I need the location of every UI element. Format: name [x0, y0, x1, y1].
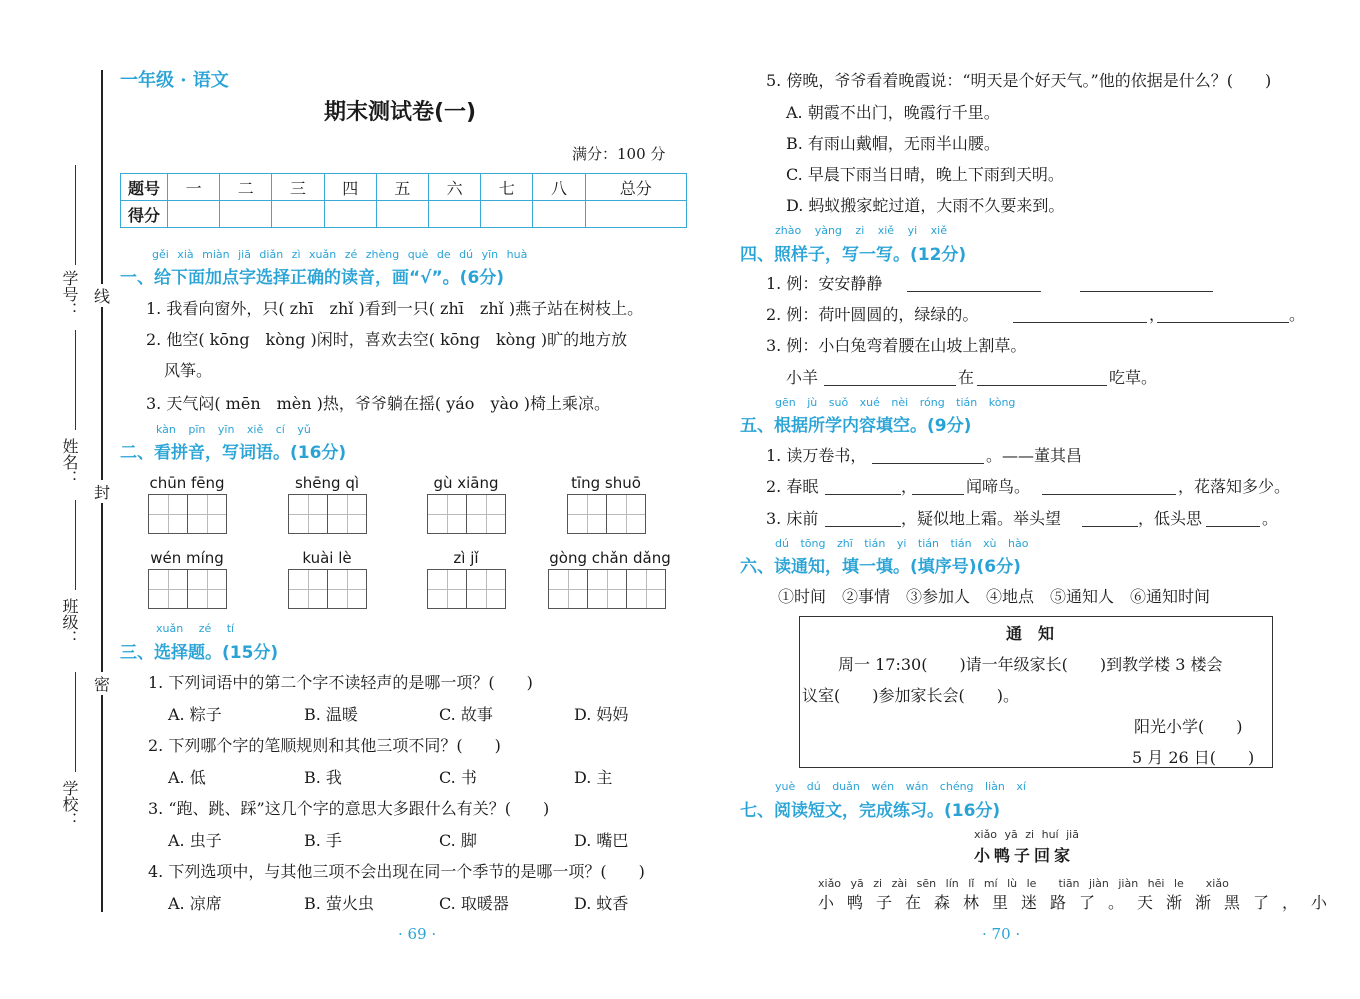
- s3-q3-opt: D. 嘴巴: [574, 831, 629, 850]
- s4-q3-part: 吃草。: [1109, 368, 1158, 387]
- section2-title: 二、看拼音，写词语。(16分): [120, 443, 347, 463]
- word-grid: [427, 549, 505, 609]
- score-input-cell[interactable]: [585, 201, 686, 228]
- answer-blank[interactable]: [1080, 275, 1213, 292]
- s6-options: ①时间 ②事情 ③参加人 ④地点 ⑤通知人 ⑥通知时间: [778, 587, 1211, 606]
- answer-blank[interactable]: [912, 478, 964, 495]
- class-label: 班级：: [60, 598, 79, 646]
- writing-cell[interactable]: [327, 494, 367, 534]
- word-pinyin: gòng chǎn dǎng: [549, 549, 671, 567]
- answer-blank[interactable]: [1013, 306, 1147, 323]
- word-grid: [288, 474, 366, 534]
- s3-q3-opt: B. 手: [304, 831, 342, 850]
- s3-q1-opt: B. 温暖: [304, 705, 358, 724]
- writing-cell[interactable]: [187, 569, 227, 609]
- score-input-cell[interactable]: [168, 201, 220, 228]
- page-number-right: · 70 ·: [982, 925, 1021, 943]
- word-grid: [548, 549, 672, 609]
- word-pinyin: shēng qì: [294, 474, 360, 492]
- s3-question-1: 1. 下列词语中的第二个字不读轻声的是哪一项？( ): [148, 673, 533, 692]
- writing-cell[interactable]: [288, 569, 328, 609]
- s3-q2-opt: B. 我: [304, 768, 342, 787]
- score-cell: 四: [324, 174, 376, 201]
- section6-pinyin: dú tōng zhī tián yi tián tián xù hào: [775, 537, 1029, 550]
- section4-title: 四、照样子，写一写。(12分): [740, 245, 967, 265]
- score-input-cell[interactable]: [272, 201, 324, 228]
- mark-seal: 封: [93, 480, 111, 503]
- s3-q2-opt: D. 主: [574, 768, 613, 787]
- s3-question-4: 4. 下列选项中，与其他三项不会出现在同一个季节的是哪一项？( ): [148, 862, 645, 881]
- class-underline: [75, 500, 76, 590]
- answer-blank[interactable]: [1042, 478, 1176, 495]
- score-cell: 三: [272, 174, 324, 201]
- s3-q4-opt: B. 萤火虫: [304, 894, 374, 913]
- s5-q3-part: ，低头思: [1138, 509, 1203, 528]
- score-cell: 题号: [121, 174, 168, 201]
- s3-q4-opt: A. 凉席: [168, 894, 222, 913]
- notice-title: 通 知: [1006, 624, 1055, 643]
- mark-line: 线: [93, 284, 111, 307]
- score-row-label: 得分: [121, 201, 168, 228]
- id-underline: [75, 165, 76, 265]
- s3-q3-opt: C. 脚: [439, 831, 477, 850]
- score-input-cell[interactable]: [220, 201, 272, 228]
- story-text-pinyin: xiǎo yā zi zài sēn lín lǐ mí lù le tiān jiàn jiàn hēi le xiǎo: [818, 877, 1229, 890]
- score-cell: 一: [168, 174, 220, 201]
- page-number-left: · 69 ·: [398, 925, 437, 943]
- answer-blank[interactable]: [907, 275, 1041, 292]
- score-cell: 八: [533, 174, 585, 201]
- s5-q3-part: 。: [1262, 509, 1279, 528]
- section6-title: 六、读通知，填一填。(填序号)(6分): [740, 557, 1021, 577]
- s5-q2-part: ，: [901, 477, 918, 496]
- s4-question-3: 3. 例：小白兔弯着腰在山坡上割草。: [766, 336, 1027, 355]
- s1-question-2-cont: 风筝。: [164, 361, 213, 380]
- section4-pinyin: zhào yàng zi xiě yi xiě: [775, 224, 947, 237]
- s3-question-5: 5. 傍晚，爷爷看着晚霞说：“明天是个好天气。”他的依据是什么？( ): [766, 71, 1272, 90]
- s3-q2-opt: A. 低: [168, 768, 206, 787]
- word-grid: [567, 474, 645, 534]
- writing-cell[interactable]: [148, 569, 188, 609]
- word-grid: [288, 549, 366, 609]
- answer-blank[interactable]: [1082, 510, 1138, 527]
- s5-q2-part: 闻啼鸟。: [966, 477, 1031, 496]
- s3-question-3: 3. “跑、跳、踩”这几个字的意思大多跟什么有关？( ): [148, 799, 550, 818]
- s3-q5-opt: D. 蚂蚁搬家蛇过道，大雨不久要来到。: [786, 196, 1065, 215]
- s3-q4-opt: D. 蚊香: [574, 894, 629, 913]
- s3-q1-opt: C. 故事: [439, 705, 493, 724]
- s5-q2-part: ，花落知多少。: [1178, 477, 1291, 496]
- s3-q3-opt: A. 虫子: [168, 831, 222, 850]
- writing-cell[interactable]: [148, 494, 188, 534]
- name-underline: [75, 330, 76, 430]
- answer-blank[interactable]: [1206, 510, 1260, 527]
- answer-blank[interactable]: [824, 369, 956, 386]
- word-pinyin: tīng shuō: [571, 474, 641, 492]
- section3-pinyin: xuǎn zé tí: [156, 622, 235, 635]
- name-label: 姓名：: [60, 438, 79, 486]
- writing-cell[interactable]: [606, 494, 646, 534]
- score-cell: 总分: [585, 174, 686, 201]
- s5-q1-part: 。——董其昌: [986, 446, 1083, 465]
- answer-blank[interactable]: [1157, 306, 1289, 323]
- s1-question-1: 1. 我看向窗外，只( zhī zhǐ )看到一只( zhī zhǐ )燕子站在树枝上。: [146, 299, 644, 318]
- word-pinyin: zì jǐ: [453, 549, 479, 567]
- answer-blank[interactable]: [977, 369, 1107, 386]
- full-score: 满分：100 分: [572, 145, 666, 163]
- score-cell: 七: [481, 174, 533, 201]
- answer-blank[interactable]: [825, 478, 901, 495]
- section5-title: 五、根据所学内容填空。(9分): [740, 416, 972, 436]
- notice-line-2: 议室( )参加家长会( )。: [802, 686, 1019, 705]
- word-pinyin: chūn fēng: [149, 474, 225, 492]
- s5-q2-part: 2. 春眠: [766, 477, 819, 496]
- score-cell: 六: [429, 174, 481, 201]
- score-input-cell[interactable]: [533, 201, 585, 228]
- answer-blank[interactable]: [825, 510, 901, 527]
- score-cell: 二: [220, 174, 272, 201]
- s3-q2-opt: C. 书: [439, 768, 477, 787]
- s5-q3-part: ，疑似地上霜。举头望: [901, 509, 1062, 528]
- section7-pinyin: yuè dú duǎn wén wán chéng liàn xí: [775, 780, 1026, 793]
- s3-question-2: 2. 下列哪个字的笔顺规则和其他三项不同？( ): [148, 736, 501, 755]
- section3-title: 三、选择题。(15分): [120, 643, 279, 663]
- score-table: [120, 173, 687, 228]
- mark-secret: 密: [93, 672, 111, 695]
- s1-question-2: 2. 他空( kōng kòng )闲时，喜欢去空( kōng kòng )旷的地方放: [146, 330, 628, 349]
- notice-line-1: 周一 17:30( )请一年级家长( )到教学楼 3 楼会: [838, 655, 1223, 674]
- section7-title: 七、阅读短文，完成练习。(16分): [740, 801, 1001, 821]
- score-cell: 五: [376, 174, 428, 201]
- s4-q3-part: 在: [958, 368, 975, 387]
- word-pinyin: kuài lè: [302, 549, 352, 567]
- s1-question-3: 3. 天气闷( mēn mèn )热，爷爷躺在摇( yáo yào )椅上乘凉。: [146, 394, 610, 413]
- writing-cell[interactable]: [187, 494, 227, 534]
- section2-pinyin: kàn pīn yīn xiě cí yǔ: [156, 423, 311, 436]
- section5-pinyin: gēn jù suǒ xué nèi róng tián kòng: [775, 396, 1016, 409]
- writing-cell[interactable]: [327, 569, 367, 609]
- s3-q5-opt: B. 有雨山戴帽，无雨半山腰。: [786, 134, 1000, 153]
- notice-signature: 阳光小学( ): [1134, 717, 1243, 736]
- writing-cell[interactable]: [466, 494, 506, 534]
- writing-cell[interactable]: [427, 569, 467, 609]
- story-title: 小鸭子回家: [974, 846, 1075, 865]
- s5-q1-part: 1. 读万卷书，: [766, 446, 867, 465]
- page-title: 期末测试卷(一): [323, 100, 477, 125]
- word-grid: [427, 474, 505, 534]
- s3-q4-opt: C. 取暖器: [439, 894, 509, 913]
- word-pinyin: gù xiāng: [433, 474, 499, 492]
- writing-cell[interactable]: [567, 494, 607, 534]
- s3-q5-opt: A. 朝霞不出门，晚霞行千里。: [786, 103, 1000, 122]
- story-title-pinyin: xiǎo yā zi huí jiā: [974, 828, 1079, 841]
- word-pinyin: wén míng: [150, 549, 224, 567]
- word-grid: [148, 474, 226, 534]
- section1-pinyin: gěi xià miàn jiā diǎn zì xuǎn zé zhèng què de dú yīn huà: [152, 248, 528, 261]
- subject-label: 一年级 · 语文: [120, 70, 229, 91]
- s4-question-2: 2. 例：荷叶圆圆的，绿绿的。: [766, 305, 979, 324]
- writing-cell[interactable]: [587, 569, 627, 609]
- s3-q1-opt: D. 妈妈: [574, 705, 629, 724]
- s5-q3-part: 3. 床前: [766, 509, 819, 528]
- notice-date: 5 月 26 日( ): [1132, 748, 1255, 767]
- score-input-cell[interactable]: [481, 201, 533, 228]
- s4-question-1: 1. 例：安安静静: [766, 274, 883, 293]
- score-input-cell[interactable]: [376, 201, 428, 228]
- writing-cell[interactable]: [548, 569, 588, 609]
- score-table-header-row: [121, 174, 687, 201]
- writing-cell[interactable]: [288, 494, 328, 534]
- s3-q5-opt: C. 早晨下雨当日晴，晚上下雨到天明。: [786, 165, 1064, 184]
- school-label: 学校：: [60, 780, 79, 828]
- writing-cell[interactable]: [626, 569, 666, 609]
- score-input-cell[interactable]: [324, 201, 376, 228]
- writing-cell[interactable]: [427, 494, 467, 534]
- score-table-score-row: [121, 201, 687, 228]
- school-underline: [75, 672, 76, 772]
- s4-q3-part: 小羊: [786, 368, 819, 387]
- s3-q1-opt: A. 粽子: [168, 705, 222, 724]
- score-input-cell[interactable]: [429, 201, 481, 228]
- story-text: 小鸭子在森林里迷路了。天渐渐黑了，小: [818, 893, 1341, 912]
- id-label: 学号：: [60, 270, 79, 318]
- section1-title: 一、给下面加点字选择正确的读音，画“√”。(6分): [120, 268, 505, 288]
- answer-blank[interactable]: [872, 447, 984, 464]
- writing-cell[interactable]: [466, 569, 506, 609]
- word-grid: [148, 549, 226, 609]
